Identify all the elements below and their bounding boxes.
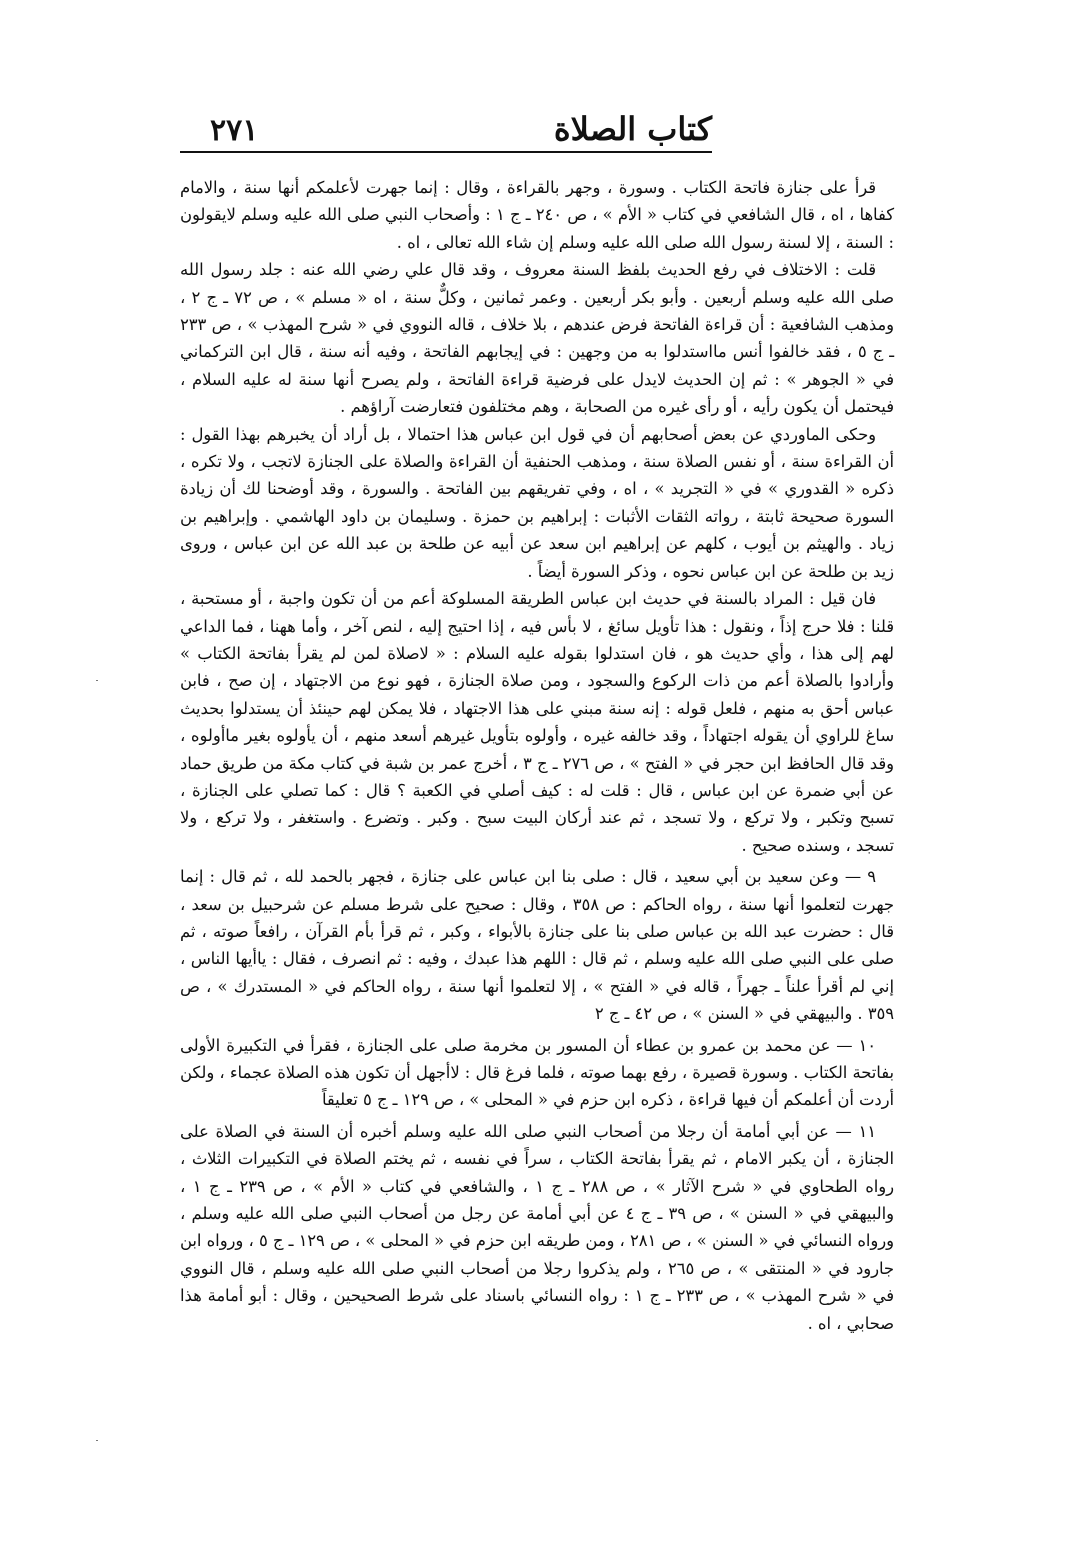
paragraph-3: وحكى الماوردي عن بعض أصحابهم أن في قول ابن عباس هذا احتمالا ، بل أراد أن يخبرهم بهذا القول : أن القراءة سنة ، أو نفس الصلاة سنة ، ومذهب الحنفية أن القراءة والصلاة على الجنازة لاتجب ، ولا تكره ، ذكره « القدوري » في « التجريد » ، اه ، وفي تفريقهم بين الفاتحة . والسورة ، وقد أوضحنا لك أن زيادة السورة صحيحة ثابتة ، رواته الثقات الأثبات : إبراهيم بن حمزة . وسليمان بن داود الهاشمي . وإبراهيم بن زياد . والهيثم بن أيوب ، كلهم عن إبراهيم ابن سعد عن أبيه عن طلحة بن عبد الله عن ابن عباس ، وروى زيد بن طلحة عن ابن عباس نحوه ، وذكر السورة أيضاً . (180, 424, 894, 581)
scan-speck (96, 1440, 98, 1441)
header-divider (180, 151, 712, 153)
paragraph-4: فان قيل : المراد بالسنة في حديث ابن عباس الطريقة المسلوكة أعم من أن تكون واجبة ، أو مستحبة ، قلنا : فلا حرج إذاً ، ونقول : هذا تأويل سائغ ، لا بأس فيه ، إذا احتيج إليه ، لنص آخر ، وأما ههنا ، فما الداعي لهم إلى هذا ، وأي حديث هو ، فان استدلوا بقوله عليه السلام : « لاصلاة لمن لم يقرأ بفاتحة الكتاب » وأرادوا بالصلاة أعم من ذات الركوع والسجود ، ومن صلاة الجنازة ، فهو نوع من الاجتهاد ، إن صح ، فابن عباس أحق به منهم ، فلعل قوله : إنه سنة مبني على هذا الاجتهاد ، فلا يمكن لهم حينئذ أن يستدلوا بحديث ساغ للراوي أن يقوله اجتهاداً ، وقد خالفه غيره ، وأولوه بتأويل غيرهم أسعد منهم ، أن يأولوه بغير ماأولوه ، وقد قال الحافظ ابن حجر في « الفتح » ، ص ٢٧٦ ـ ج ٣ ، أخرج عمر بن شبة في كتاب مكة من طريق حماد عن أبي ضمرة عن ابن عباس ، قال : قلت له : كيف أصلي في الكعبة ؟ قال : كما تصلي على الجنازة ، تسبح وتكبر ، ولا تركع ، ولا تسجد ، ثم عند أركان البيت سبح . وكبر . وتضرع . واستغفر ، ولا تركع ، ولا تسجد ، وسنده صحيح . (180, 589, 895, 855)
hadith-9: ٩ — وعن سعيد بن أبي سعيد ، قال : صلى بنا ابن عباس على جنازة ، فجهر بالحمد لله ، ثم قال : إنما جهرت لتعلموا أنها سنة ، رواه الحاكم : ص ٣٥٨ ، وقال : صحيح على شرط مسلم عن شرحبيل بن سعد ، قال : حضرت عبد الله بن عباس صلى بنا على جنازة بالأبواء ، وكبر ، ثم قرأ بأم القرآن ، رافعاً صوته ، ثم صلى على النبي صلى الله عليه وسلم ، ثم قال : اللهم هذا عبدك ، وفيه : ثم انصرف ، فقال : ياأيها الناس ، إني لم أقرأ علناً ـ جهراً ، قاله في « الفتح » ، إلا لتعلموا أنها سنة ، رواه الحاكم في « المستدرك » ، ص ٣٥٩ . والبيهقي في « السنن » ، ص ٤٢ ـ ج ٢ (180, 867, 894, 1024)
scan-speck (96, 680, 98, 681)
page-number: ٢٧١ (210, 113, 259, 148)
page-body (180, 174, 894, 1337)
hadith-10: ١٠ — عن محمد بن عمرو بن عطاء أن المسور بن مخرمة صلى على الجنازة ، فقرأ في التكبيرة الأولى بفاتحة الكتاب . وسورة قصيرة ، رفع بهما صوته ، فلما فرغ قال : لاأجهل أن تكون هذه الصلاة عجماء ، ولكن أردت أن أعلمكم أن فيها قراءة ، ذكره ابن حزم في « المحلى » ، ص ١٢٩ ـ ج ٥ تعليقاً (180, 1035, 894, 1110)
paragraph-2: قلت : الاختلاف في رفع الحديث بلفظ السنة معروف ، وقد قال علي رضي الله عنه : جلد رسول الله صلى الله عليه وسلم أربعين . وأبو بكر أربعين . وعمر ثمانين ، وكلٌّ سنة ، اه « مسلم » ، ص ٧٢ ـ ج ٢ ، ومذهب الشافعية : أن قراءة الفاتحة فرض عندهم ، بلا خلاف ، قاله النووي في « شرح المهذب » ، ص ٢٣٣ ـ ج ٥ ، فقد خالفوا أنس مااستدلوا به من وجهين : في إيجابهم الفاتحة ، وفيه أنه سنة ، قال ابن التركماني في « الجوهر » : ثم إن الحديث لايدل على فرضية قراءة الفاتحة ، ولم يصرح أنها سنة له عليه السلام ، فيحتمل أن يكون رأيه ، أو رأى غيره من الصحابة ، وهم مختلفون فتعارضت آراؤهم . (180, 260, 895, 417)
paragraph-1: قرأ على جنازة فاتحة الكتاب . وسورة ، وجهر بالقراءة ، وقال : إنما جهرت لأعلمكم أنها سنة ، والامام كفاها ، اه ، قال الشافعي في كتاب « الأم » ، ص ٢٤٠ ـ ج ١ : وأصحاب النبي صلى الله عليه وسلم لايقولون : السنة ، إلا لسنة رسول الله صلى الله عليه وسلم إن شاء الله تعالى ، اه . (180, 178, 894, 252)
page-header (180, 96, 712, 148)
hadith-11: ١١ — عن أبي أمامة أن رجلا من أصحاب النبي صلى الله عليه وسلم أخبره أن السنة في الصلاة على الجنازة ، أن يكبر الامام ، ثم يقرأ بفاتحة الكتاب ، سراً في نفسه ، ثم يختم الصلاة في التكبيرات الثلاث ، رواه الطحاوي في « شرح الآثار » ، ص ٢٨٨ ـ ج ١ ، والشافعي في كتاب « الأم » ، ص ٢٣٩ ـ ج ١ ، والبيهقي في « السنن » ، ص ٣٩ ـ ج ٤ عن أبي أمامة عن رجل من أصحاب النبي صلى الله عليه وسلم ، ورواه النسائي في « السنن » ، ص ٢٨١ ، ومن طريقه ابن حزم في « المحلى » ، ص ١٢٩ ـ ج ٥ ، ورواه ابن جارود في « المنتقى » ، ص ٢٦٥ ، ولم يذكروا رجلا من أصحاب النبي صلى الله عليه وسلم ، قال النووي في « شرح المهذب » ، ص ٢٣٣ ـ ج ١ : رواه النسائي باسناد على شرط الصحيحين ، وقال : أبو أمامة هذا صحابي ، اه . (180, 1121, 895, 1333)
chapter-title: كتاب الصلاة (553, 110, 712, 148)
